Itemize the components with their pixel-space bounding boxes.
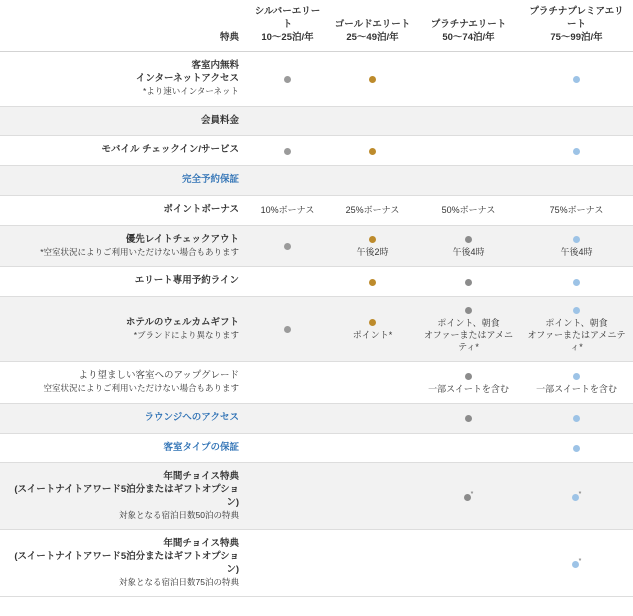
benefit-note: 対象となる宿泊日数50泊の特典 [119, 509, 239, 520]
included-dot-icon [573, 148, 580, 155]
benefit-cell-plat [417, 362, 520, 403]
benefit-cell-empty-plat [417, 433, 520, 463]
included-dot-icon [369, 148, 376, 155]
included-dot-icon [572, 561, 579, 568]
benefit-cell-platprem [520, 225, 633, 266]
benefit-label-line1: ポイントボーナス [163, 203, 239, 215]
benefit-label-line1: 会員料金 [200, 114, 239, 126]
benefit-note: 空室状況によりご利用いただけない場合もあります [43, 383, 239, 394]
benefit-label [0, 296, 247, 362]
cell-text: ポイント* [352, 330, 393, 341]
benefit-label-line1: 年間チョイス特典 [163, 538, 239, 550]
benefit-cell-empty-silver [247, 106, 328, 136]
cell-text: 75%ボーナス [549, 205, 604, 216]
benefit-label-line2: (スイートナイトアワード5泊分またはギフトオプション) [14, 551, 239, 575]
benefit-cell-empty-silver [247, 433, 328, 463]
cell-text: 一部スイートを含む [428, 383, 509, 394]
table-row [0, 195, 633, 225]
benefit-label[interactable] [0, 433, 247, 463]
benefit-cell-platprem [520, 136, 633, 166]
included-dot-icon [573, 279, 580, 286]
benefit-cell-plat [417, 267, 520, 297]
included-dot-icon [572, 494, 579, 501]
table-row [0, 166, 633, 196]
included-dot-icon [465, 415, 472, 422]
tier-name-platinum: プラチナエリート [430, 18, 507, 30]
included-dot-icon [465, 279, 472, 286]
cell-text: 50%ボーナス [441, 205, 496, 216]
cell-text: 午後4時 [452, 246, 485, 257]
tier-nights-platinum-premier: 75〜99泊/年 [550, 31, 603, 43]
included-dot-icon [369, 319, 376, 326]
benefit-label-line2: インターネットアクセス [135, 73, 239, 85]
included-dot-icon [369, 279, 376, 286]
included-dot-icon [465, 307, 472, 314]
benefit-label[interactable] [0, 166, 247, 196]
included-dot-icon [369, 236, 376, 243]
cell-text-line1: ポイント、朝食 [545, 318, 608, 329]
included-dot-icon [284, 148, 291, 155]
benefit-cell-silver [247, 136, 328, 166]
benefit-cell-gold [328, 225, 417, 266]
benefit-cell-empty-plat [417, 106, 520, 136]
header-tier-silver [247, 0, 328, 52]
benefit-cell-empty-gold [328, 433, 417, 463]
benefit-cell-empty-platprem [520, 166, 633, 196]
benefit-cell-empty-silver [247, 267, 328, 297]
benefit-label [0, 225, 247, 266]
benefit-label-line1: 客室タイプの保証 [163, 441, 239, 453]
benefit-cell-gold [328, 136, 417, 166]
benefit-cell-gold [328, 52, 417, 106]
included-dot-icon [573, 373, 580, 380]
benefit-label-line1: 客室内無料 [191, 60, 239, 72]
table-row [0, 530, 633, 597]
benefit-note: *より速いインターネット [142, 86, 239, 97]
tier-name-platinum-premier: プラチナプレミアエリート [529, 6, 624, 30]
benefit-label [0, 195, 247, 225]
cell-text: 一部スイートを含む [536, 383, 617, 394]
cell-text: 午後2時 [356, 246, 389, 257]
benefit-note: 対象となる宿泊日数75泊の特典 [119, 576, 239, 587]
included-dot-icon [284, 76, 291, 83]
benefit-label [0, 530, 247, 597]
benefit-cell-empty-plat [417, 52, 520, 106]
table-row [0, 362, 633, 403]
benefit-cell-plat [417, 195, 520, 225]
benefit-label-line1: 年間チョイス特典 [163, 471, 239, 483]
included-dot-icon [284, 326, 291, 333]
asterisk-icon: * [578, 490, 582, 498]
included-dot-icon [369, 76, 376, 83]
benefit-cell-platprem [520, 530, 633, 597]
benefit-cell-empty-silver [247, 362, 328, 403]
benefit-cell-gold [328, 267, 417, 297]
benefit-cell-platprem [520, 195, 633, 225]
benefit-label [0, 136, 247, 166]
cell-text: 10%ボーナス [260, 205, 315, 216]
table-row [0, 52, 633, 106]
benefit-cell-empty-gold [328, 106, 417, 136]
benefit-label [0, 52, 247, 106]
benefit-cell-empty-gold [328, 463, 417, 530]
benefit-cell-empty-gold [328, 362, 417, 403]
included-dot-icon [573, 415, 580, 422]
benefit-cell-platprem [520, 463, 633, 530]
benefit-cell-empty-plat [417, 136, 520, 166]
benefit-label-line1: 優先レイトチェックアウト [125, 233, 239, 245]
benefit-cell-silver [247, 195, 328, 225]
benefit-cell-platprem [520, 362, 633, 403]
table-row [0, 225, 633, 266]
header-tier-gold [328, 0, 417, 52]
tier-nights-platinum: 50〜74泊/年 [442, 31, 495, 43]
asterisk-icon: * [578, 557, 582, 565]
included-dot-icon [465, 236, 472, 243]
table-row [0, 403, 633, 433]
benefit-label-line1: ラウンジへのアクセス [144, 411, 239, 423]
header-tier-platinum-premier [520, 0, 633, 52]
benefit-cell-platprem [520, 403, 633, 433]
benefit-cell-gold [328, 195, 417, 225]
table-row [0, 267, 633, 297]
benefit-cell-empty-plat [417, 166, 520, 196]
table-header [0, 0, 633, 52]
included-dot-icon [573, 76, 580, 83]
benefit-note: *ブランドにより異なります [133, 329, 239, 340]
included-dot-icon [284, 243, 291, 250]
table-row [0, 463, 633, 530]
cell-text-line1: ポイント、朝食 [437, 318, 500, 329]
benefit-cell-empty-gold [328, 403, 417, 433]
header-tier-platinum [417, 0, 520, 52]
benefit-label [0, 362, 247, 403]
table-row [0, 296, 633, 362]
benefit-label[interactable] [0, 403, 247, 433]
tier-name-gold: ゴールドエリート [334, 18, 411, 30]
tier-nights-silver: 10〜25泊/年 [261, 31, 314, 43]
included-dot-icon [573, 307, 580, 314]
benefit-cell-plat [417, 296, 520, 362]
cell-text-line2: オファーまたはアメニティ* [423, 330, 513, 353]
benefit-label-line1: ホテルのウェルカムギフト [125, 317, 239, 329]
benefit-note: *空室状況によりご利用いただけない場合もあります [40, 246, 239, 257]
benefit-cell-empty-silver [247, 166, 328, 196]
cell-text: 午後4時 [560, 246, 593, 257]
benefit-cell-plat [417, 463, 520, 530]
cell-text: 25%ボーナス [345, 205, 400, 216]
included-dot-icon [464, 494, 471, 501]
benefit-cell-empty-silver [247, 403, 328, 433]
benefit-label-line2: (スイートナイトアワード5泊分またはギフトオプション) [14, 484, 239, 508]
benefit-label-line1: より望ましい客室へのアップグレード [78, 370, 239, 382]
benefit-cell-empty-silver [247, 463, 328, 530]
included-dot-icon [573, 236, 580, 243]
benefit-cell-empty-platprem [520, 106, 633, 136]
header-benefit-label: 特典 [0, 0, 247, 52]
benefit-cell-empty-plat [417, 530, 520, 597]
benefit-label-line1: エリート専用予約ライン [134, 275, 239, 287]
benefit-label [0, 106, 247, 136]
benefit-cell-plat [417, 403, 520, 433]
table-body [0, 52, 633, 597]
tier-name-silver: シルバーエリート [254, 6, 321, 30]
benefit-cell-platprem [520, 52, 633, 106]
included-dot-icon [465, 373, 472, 380]
tier-nights-gold: 25〜49泊/年 [346, 31, 399, 43]
cell-text-line2: オファーまたはアメニティ* [527, 330, 626, 353]
benefit-cell-silver [247, 52, 328, 106]
benefit-cell-platprem [520, 433, 633, 463]
benefit-cell-silver [247, 225, 328, 266]
benefit-cell-gold [328, 296, 417, 362]
asterisk-icon: * [470, 490, 474, 498]
included-dot-icon [573, 445, 580, 452]
table-row [0, 433, 633, 463]
header-row [0, 0, 633, 52]
benefit-label-line1: 完全予約保証 [181, 174, 239, 186]
benefit-label [0, 267, 247, 297]
benefit-cell-platprem [520, 267, 633, 297]
benefit-cell-empty-silver [247, 530, 328, 597]
benefit-label-line1: モバイル チェックイン/サービス [101, 144, 239, 156]
benefit-cell-empty-gold [328, 166, 417, 196]
table-row [0, 136, 633, 166]
benefit-label [0, 463, 247, 530]
table-row [0, 106, 633, 136]
benefit-cell-silver [247, 296, 328, 362]
benefit-cell-plat [417, 225, 520, 266]
benefit-cell-empty-gold [328, 530, 417, 597]
benefit-cell-platprem [520, 296, 633, 362]
